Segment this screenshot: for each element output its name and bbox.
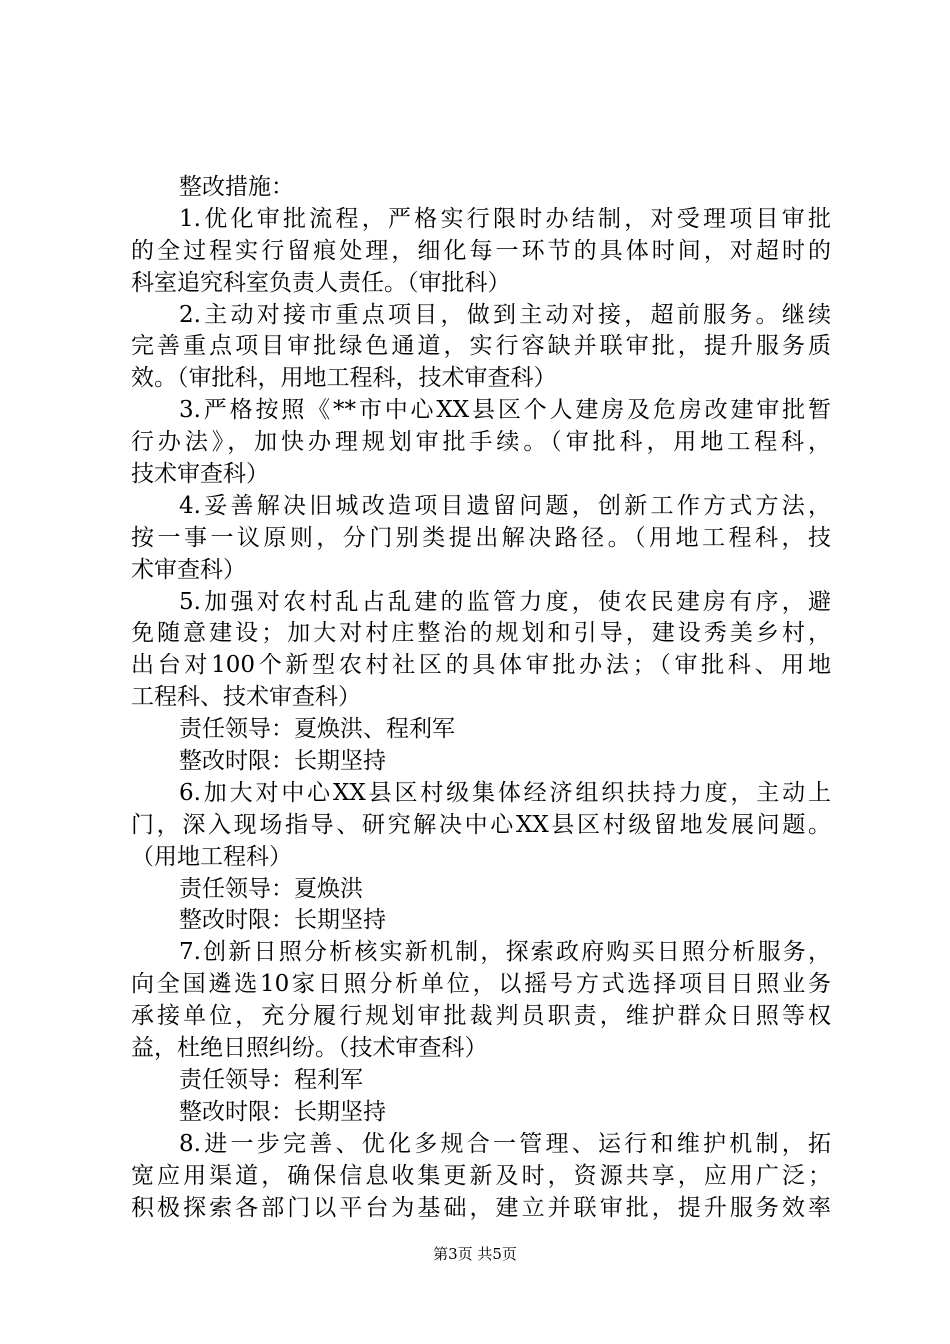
text-line: 整改时限：长期坚持 — [179, 748, 386, 775]
text-line: 4.妥善解决旧城改造项目遗留问题，创新工作方式方法， — [179, 492, 831, 519]
text-line: 责任领导：夏焕洪 — [179, 875, 363, 902]
text-line: 3.严格按照《**市中心XX县区个人建房及危房改建审批暂 — [179, 397, 831, 424]
text-line: 术审查科） — [131, 556, 246, 583]
document-body — [131, 172, 831, 1224]
text-line: 承接单位，充分履行规划审批裁判员职责，维护群众日照等权 — [131, 1003, 831, 1030]
text-line: 科室追究科室负责人责任。（审批科） — [131, 269, 511, 296]
text-line: 门，深入现场指导、研究解决中心XX县区村级留地发展问题。 — [131, 811, 831, 838]
text-line: 完善重点项目审批绿色通道，实行容缺并联审批，提升服务质 — [131, 333, 831, 360]
text-line: 出台对100个新型农村社区的具体审批办法；（审批科、用地 — [131, 652, 831, 679]
text-line: 的全过程实行留痕处理，细化每一环节的具体时间，对超时的 — [131, 237, 831, 264]
text-line: 按一事一议原则，分门别类提出解决路径。（用地工程科，技 — [131, 524, 831, 551]
text-line: 行办法》，加快办理规划审批手续。（审批科，用地工程科， — [131, 429, 831, 456]
text-line: 责任领导：夏焕洪、程利军 — [179, 716, 455, 743]
text-line: 整改措施： — [179, 174, 294, 200]
text-line: 1.优化审批流程，严格实行限时办结制，对受理项目审批 — [179, 205, 831, 232]
text-line: 效。（审批科，用地工程科，技术审查科） — [131, 365, 557, 392]
text-line: 免随意建设；加大对村庄整治的规划和引导，建设秀美乡村， — [131, 620, 831, 647]
text-line: 责任领导：程利军 — [179, 1066, 363, 1093]
text-line: 向全国遴选10家日照分析单位，以摇号方式选择项目日照业务 — [131, 971, 831, 998]
text-line: 积极探索各部门以平台为基础，建立并联审批，提升服务效率 — [131, 1194, 831, 1221]
text-line: （用地工程科） — [131, 843, 292, 870]
text-line: 技术审查科） — [131, 461, 269, 488]
text-line: 2.主动对接市重点项目，做到主动对接，超前服务。继续 — [179, 301, 831, 328]
text-line: 整改时限：长期坚持 — [179, 907, 386, 934]
text-line: 工程科、技术审查科） — [131, 684, 361, 711]
text-line: 宽应用渠道，确保信息收集更新及时，资源共享，应用广泛； — [131, 1162, 831, 1189]
text-line: 7.创新日照分析核实新机制，探索政府购买日照分析服务， — [179, 939, 831, 966]
text-line: 益，杜绝日照纠纷。（技术审查科） — [131, 1035, 488, 1062]
page-footer: 第3页 共5页 — [433, 1245, 517, 1263]
text-line: 整改时限：长期坚持 — [179, 1098, 386, 1125]
text-line: 8.进一步完善、优化多规合一管理、运行和维护机制，拓 — [179, 1130, 831, 1157]
text-line: 6.加大对中心XX县区村级集体经济组织扶持力度，主动上 — [179, 779, 831, 806]
text-line: 5.加强对农村乱占乱建的监管力度，使农民建房有序，避 — [179, 588, 831, 615]
